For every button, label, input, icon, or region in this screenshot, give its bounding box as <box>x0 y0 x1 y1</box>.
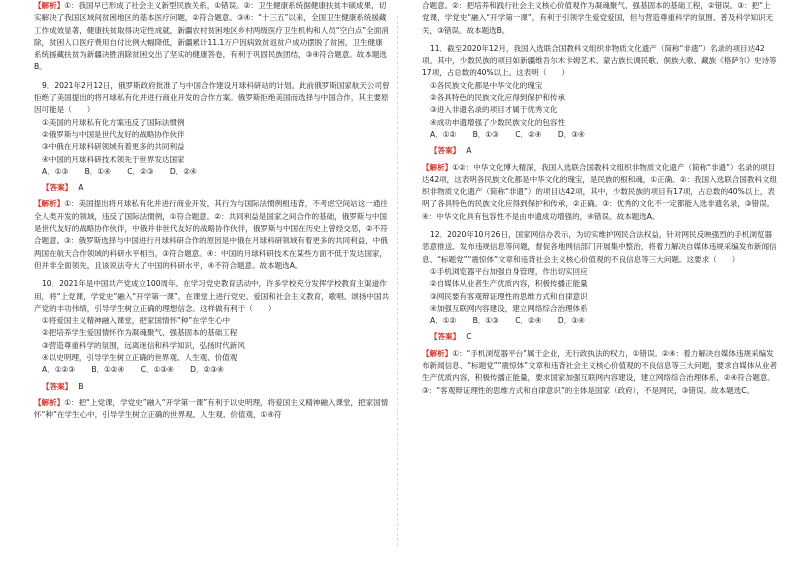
question-9 <box>34 80 390 272</box>
q10-option-1: ①将爱国主义精神融入课堂，把家国情怀“种”在学生心中 <box>42 316 231 326</box>
q12-answer <box>430 331 778 343</box>
q9-choice-b: B．①④ <box>84 166 111 176</box>
q11-analysis: 【解析】①②：中华文化博大精深，我国入选联合国教科文组织非物质文化遗产（简称“非遗”）名录的项目达42项，这表明各民族文化都是中华文化的瑰宝，是民族的根和魂，①正确。②：我国入选联合国教科文组织非物质文化遗产（简称“非遗”）的项目达42项，其中，少数民族的项目有17项，占总数的40%以上，表明了各具特色的民族文化应得到保护和传承，②正确。③：优秀的文化不一定都能入选非遗名录，③错误。④：中华文化具有包容性不是由申遗成功增强的，④错误。故本题选A。 <box>422 162 777 221</box>
q11-choice-a: A．①② <box>430 129 457 139</box>
q9-choice-d: D．②④ <box>169 166 197 176</box>
column-divider <box>397 16 398 546</box>
q12-choice-d: D．③④ <box>557 316 585 326</box>
q9-choice-a: A．①③ <box>42 166 69 176</box>
q11-choice-c: C．②④ <box>515 129 542 139</box>
q11-choice-b: B．①③ <box>472 129 499 139</box>
answer-value: A <box>466 146 472 156</box>
q9-choices <box>34 166 390 178</box>
q12-choices <box>422 315 778 327</box>
q11-option-4: ④成功申遗增强了少数民族文化的包容性 <box>430 117 565 127</box>
q12-option-1: ①手机浏览器平台加强自身管理，作出切实回应 <box>430 266 588 276</box>
answer-value: A <box>78 183 84 193</box>
question-11 <box>422 43 778 223</box>
q11-answer <box>430 145 778 157</box>
q8-analysis: 【解析】①：我国早已形成了社会主义新型民族关系，①错误。②：卫生健康系统据健康扶贫丰硕成果，切实解决了我国区域间贫困地区的基本医疗问题，②符合题意。③④：“十三五”以来，全国卫生健康系统援藏工作成效显著，健康扶贫取得决定性成就，新疆农村贫困地区乡村两级医疗卫生机构和人员“空白点”全面消除，贫困人口医疗费用自付比例大幅降低，新疆累计11.1万户因病致贫返贫户成功摆脱了贫困，卫生健康系统援藏扶贫为新疆决胜消除贫困交出了坚实的健康答卷，有利于巩固民族团结，③④符合题意。故本题选B。 <box>34 1 389 72</box>
analysis-tag: 【解析】 <box>34 199 65 209</box>
q12-stem: 12．2020年10月26日，国家网信办表示，为切实维护网民合法权益，针对网民反映强烈的手机浏览器恶意推送、发布违规信息等问题，督促各地网信部门开展集中整治，将着力解决自媒体违规采编发布新闻信息、“标题党”“震惊体”文章和违背社会主义核心价值观的不良信息等三大问题。这要求（ ） <box>422 230 777 264</box>
q10-choice-a: A．①②③ <box>42 365 75 375</box>
q12-option-4: ④加强互联网内容建设，建立网络综合治理体系 <box>430 303 588 313</box>
q9-answer <box>42 182 390 194</box>
answer-tag: 【答案】 <box>42 381 73 391</box>
q9-option-1: ①美国的月球私有化方案违反了国际法惯例 <box>42 117 185 127</box>
answer-value: B <box>78 381 84 391</box>
q10-choices <box>34 364 390 376</box>
left-column <box>34 0 390 562</box>
q11-option-3: ③进入非遗名录的项目才属于优秀文化 <box>430 105 558 115</box>
right-column <box>422 0 778 562</box>
q10-option-2: ②把培养学生爱国情怀作为凝魂聚气、强基固本的基础工程 <box>42 328 238 338</box>
answer-tag: 【答案】 <box>42 183 73 193</box>
q11-choices <box>422 129 778 141</box>
q10-answer <box>42 381 390 393</box>
q10-analysis-continued: 合题意。②：把培养和践行社会主义核心价值观作为凝魂聚气、强基固本的基础工程，②错误。③：把“上党课，学党史”融入“开学第一课”，有利于引领学生爱党爱国，但与营造尊重科学的氛围、普及科学知识无关，③错误。故本题选B。 <box>422 1 774 35</box>
q10-choice-c: C．①③④ <box>140 365 174 375</box>
question-10 <box>34 278 390 421</box>
q9-option-3: ③中俄在月球科研领域有着更多的共同利益 <box>42 142 185 152</box>
q9-option-4: ④中国的月球科研技术领先于世界发达国家 <box>42 154 185 164</box>
q9-option-2: ②俄罗斯与中国是世代友好的战略协作伙伴 <box>42 129 185 139</box>
answer-tag: 【答案】 <box>430 146 461 156</box>
q10-analysis-start: 【解析】①：把“上党课，学党史”融入“开学第一课”有利于以史明理，将爱国主义精神融入课堂，把家国情怀“种”在学生心中，引导学生树立正确的世界观、人生观、价值观，①④符 <box>34 397 389 420</box>
q12-option-3: ③网民要有客观辩证理性的思维方式和自律意识 <box>430 291 588 301</box>
q9-analysis: 【解析】①：美国提出将月球私有化并进行商业开发，其行为与国际法惯例相违背，不考虑空间站这一通往全人类开发的领域，违反了国际法惯例，①符合题意。②：共同利益是国家之间合作的基础，俄罗斯与中国是世代友好的战略协作伙伴，中俄并非世代友好的战略协作伙伴，俄罗斯与中国在历史上曾经交恶，②不符合题意。③：俄罗斯选择与中国进行月球科研合作的原因是中俄在月球科研领域有着更多的共同利益，中俄两国在航天合作领域的科研水平相当，③符合题意。④：中国的月球科研技术在某些方面不低于发达国家，但并非全面领先，且该说法夸大了中国的科研水平，④不符合题意。故本题选A。 <box>34 199 388 270</box>
q12-option-2: ②自媒体从业者生产优质内容，积极传播正能量 <box>430 279 588 289</box>
q12-choice-c: C．②④ <box>515 316 542 326</box>
q11-choice-d: D．③④ <box>557 129 585 139</box>
question-12 <box>422 229 778 397</box>
q10-choice-b: B．①②④ <box>91 365 125 375</box>
q10-option-4: ④以史明理，引导学生树立正确的世界观、人生观、价值观 <box>42 353 238 363</box>
q12-choice-b: B．①③ <box>472 316 499 326</box>
q10-option-3: ③营造尊重科学的氛围，远离迷信和科学知识，弘扬时代新风 <box>42 340 245 350</box>
answer-value: C <box>466 332 472 342</box>
answer-tag: 【答案】 <box>430 332 461 342</box>
analysis-tag: 【解析】 <box>422 348 453 358</box>
q11-stem: 11．截至2020年12月，我国入选联合国教科文组织非物质文化遗产（简称“非遗”）名录的项目达42项。其中，少数民族的项目如新疆维吾尔木卡姆艺术、蒙古族长调民歌、侗族大歌、藏族《格萨尔》史诗等17项，占总数的40%以上。这表明（ ） <box>422 43 777 78</box>
q10-choice-d: D．②③④ <box>190 365 224 375</box>
q12-analysis: 【解析】①：“手机浏览器平台”属于企业，无行政执法的权力，①错误。②④：着力解决自媒体违规采编发布新闻信息、“标题党”“震惊体”文章和违背社会主义核心价值观的不良信息等三大问题，要求自媒体从业者生产优质内容，积极传播正能量，要求国家加强互联网内容建设，建立网络综合治理体系，②④符合题意。③：“客观辩证理性的思维方式和自律意识”的主体是国家（政府），不是网民，③错误。故本题选C。 <box>422 348 778 395</box>
analysis-tag: 【解析】 <box>34 397 65 407</box>
q9-stem: 9．2021年2月12日，俄罗斯政府批准了与中国合作建设月球科研站的计划。此前俄罗斯国家航天公司曾拒绝了美国提出的将月球私有化并进行商业开发的合作方案。俄罗斯拒绝美国而选择与中国合作，其主要原因可能是（ ） <box>34 80 390 115</box>
q9-choice-c: C．②③ <box>127 166 154 176</box>
analysis-tag: 【解析】 <box>422 162 453 172</box>
q10-stem: 10．2021年是中国共产党成立100周年。在学习党史教育活动中，许多学校充分发挥学校教育主渠道作用，将“上党课，学党史”融入“开学第一课”，在课堂上进行党史、爱国和社会主义教育，歌唱、颂扬中国共产党的丰功伟绩，引导学生树立正确的理想信念。这样做有利于（ ） <box>34 279 390 313</box>
analysis-tag: 【解析】 <box>34 1 65 10</box>
q11-option-1: ①各民族文化都是中华文化的瑰宝 <box>430 80 543 90</box>
q12-choice-a: A．①② <box>430 316 457 326</box>
q11-option-2: ②各具特色的民族文化应得到保护和传承 <box>430 93 565 103</box>
